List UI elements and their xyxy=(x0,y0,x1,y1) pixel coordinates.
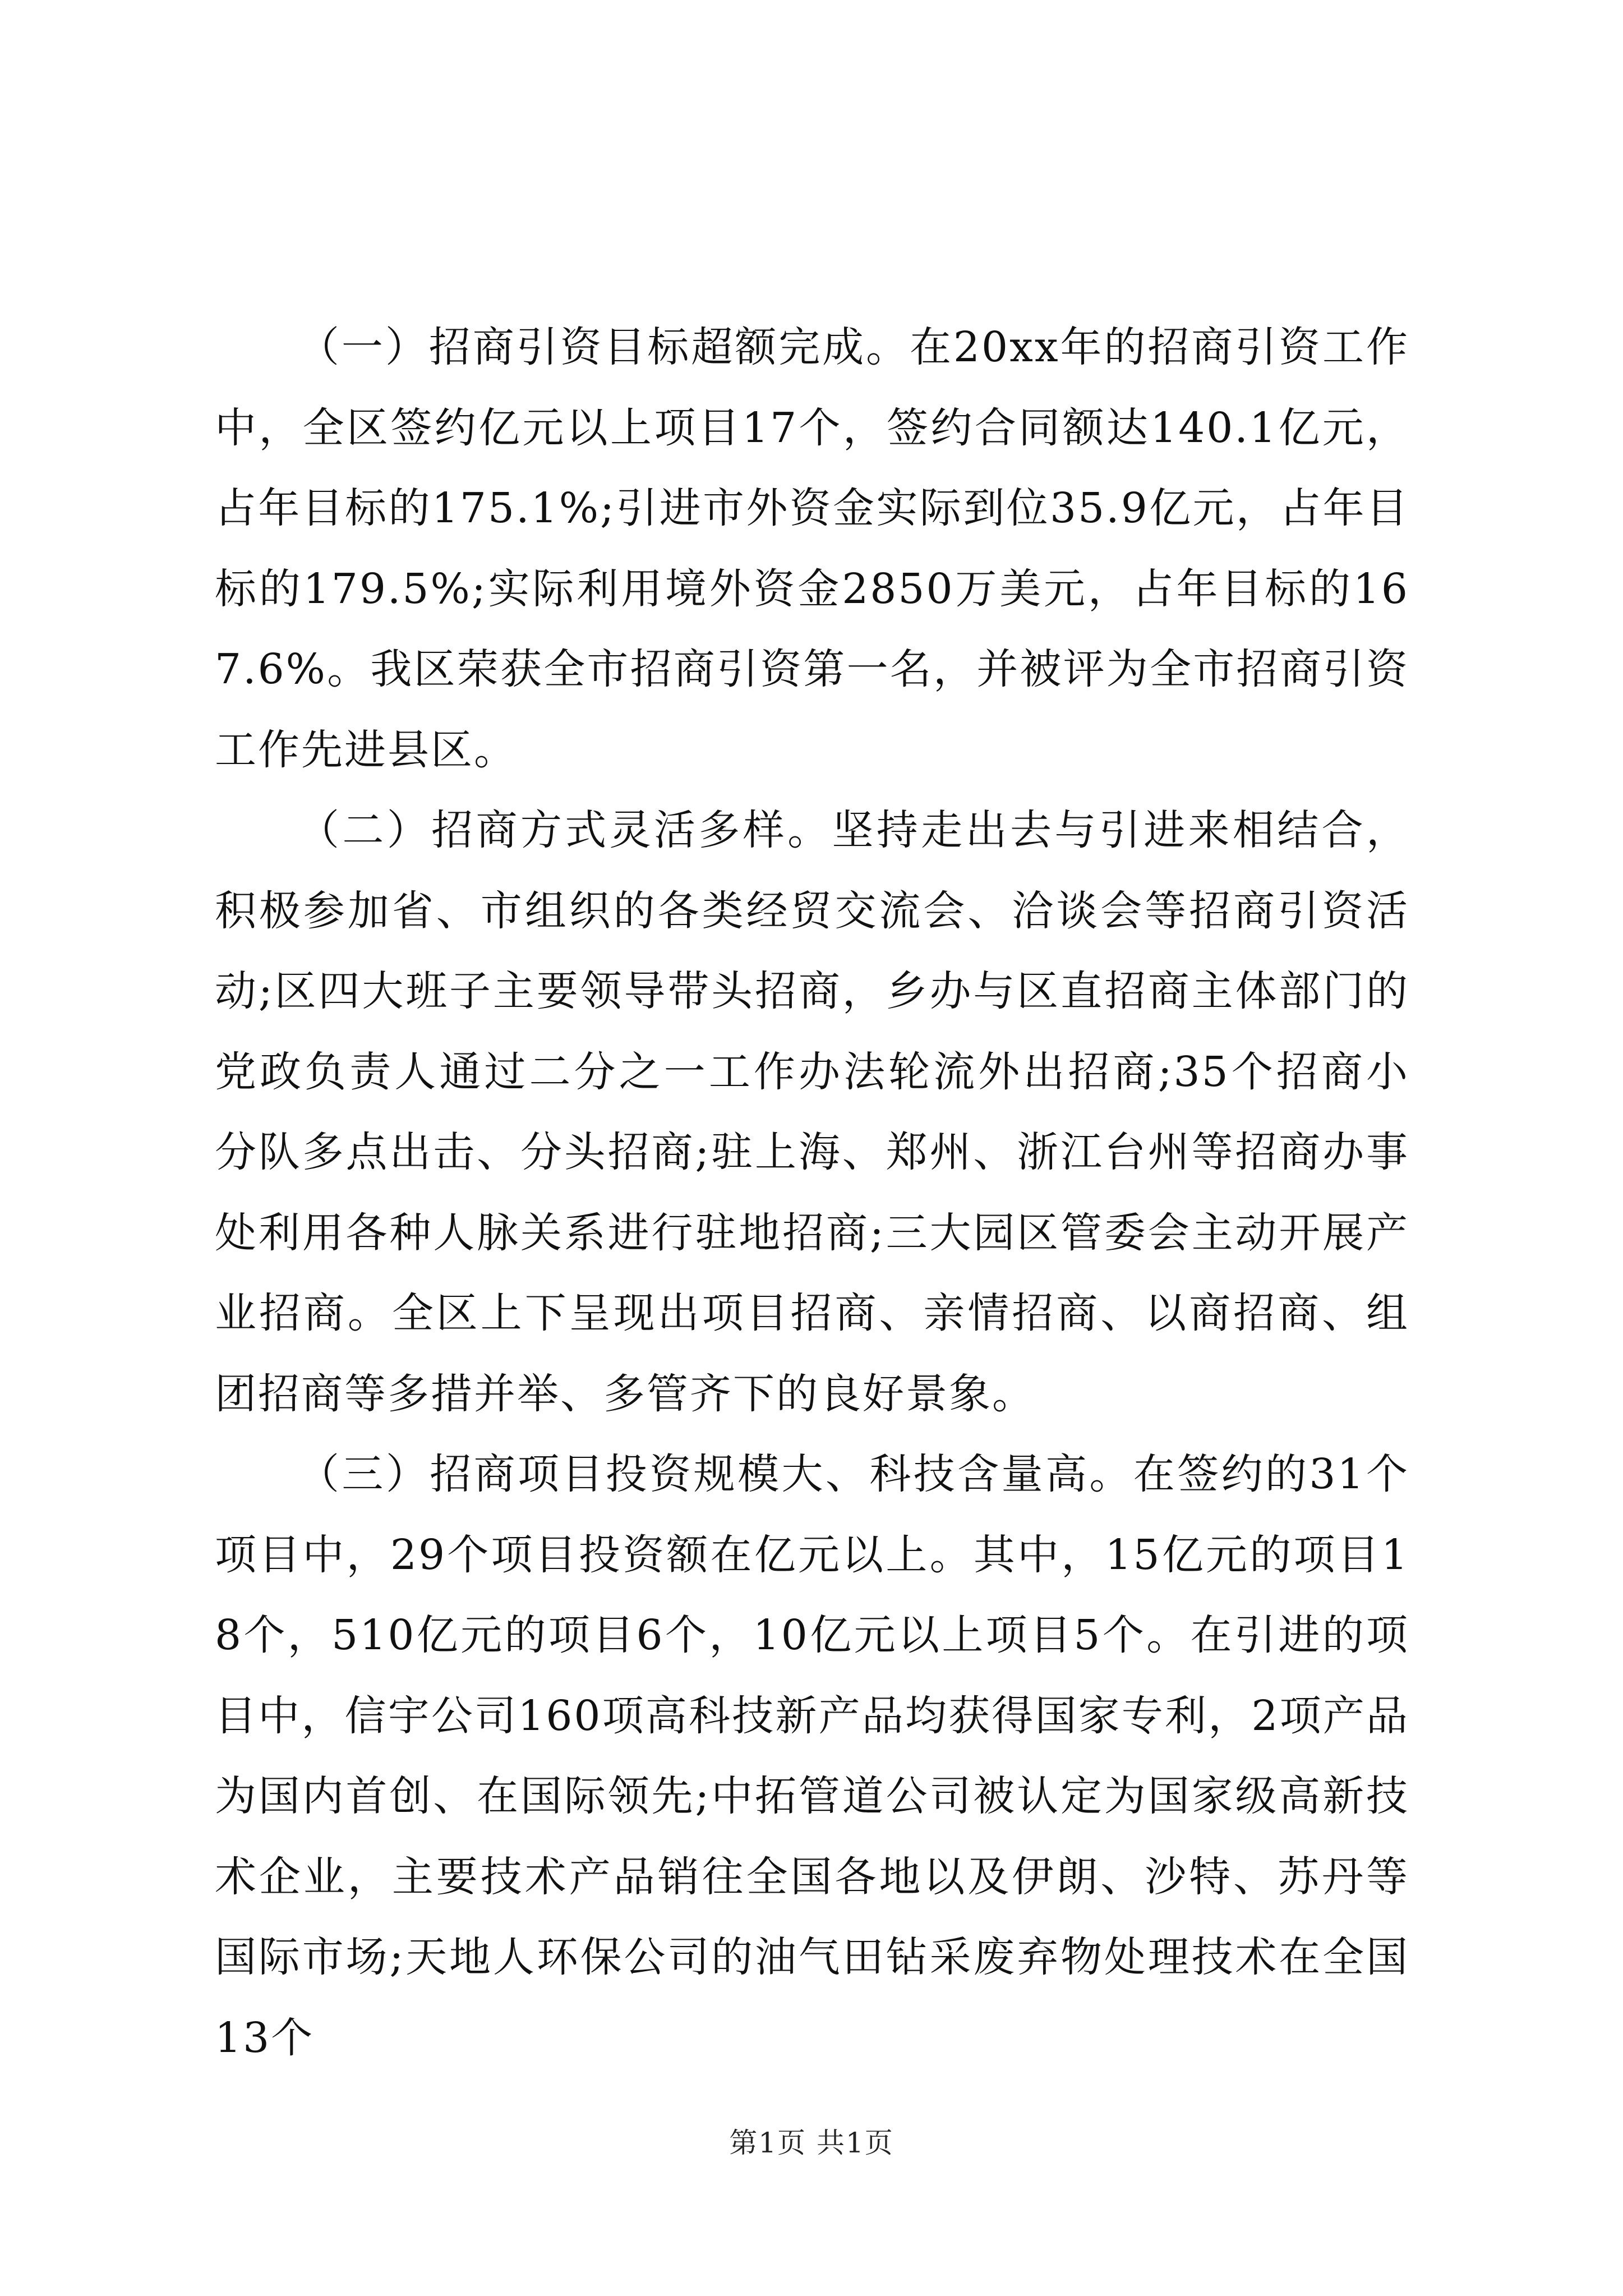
page-footer: 第1页 共1页 xyxy=(729,2127,894,2159)
paragraph-project-scale: （三）招商项目投资规模大、科技含量高。在签约的31个项目中，29个项目投资额在亿元以上。其中，15亿元的项目18个，510亿元的项目6个，10亿元以上项目5个。在引进的项目中，信宇公司160项高科技新产品均获得国家专利，2项产品为国内首创、在国际领先;中拓管道公司被认定为国家级高新技术企业，主要技术产品销往全国各地以及伊朗、沙特、苏丹等国际市场;天地人环保公司的油气田钻采废弃物处理技术在全国13个 xyxy=(215,1450,1409,2062)
paragraph-investment-methods: （二）招商方式灵活多样。坚持走出去与引进来相结合，积极参加省、市组织的各类经贸交流会、洽谈会等招商引资活动;区四大班子主要领导带头招商，乡办与区直招商主体部门的党政负责人通过二分之一工作办法轮流外出招商;35个招商小分队多点出击、分头招商;驻上海、郑州、浙江台州等招商办事处利用各种人脉关系进行驻地招商;三大园区管委会主动开展产业招商。全区上下呈现出项目招商、亲情招商、以商招商、组团招商等多措并举、多管齐下的良好景象。 xyxy=(215,806,1409,1418)
paragraph-investment-targets: （一）招商引资目标超额完成。在20xx年的招商引资工作中，全区签约亿元以上项目17个，签约合同额达140.1亿元，占年目标的175.1%;引进市外资金实际到位35.9亿元，占年目标的179.5%;实际利用境外资金2850万美元，占年目标的167.6%。我区荣获全市招商引资第一名，并被评为全市招商引资工作先进县区。 xyxy=(215,323,1409,774)
document-body xyxy=(215,307,1409,2078)
